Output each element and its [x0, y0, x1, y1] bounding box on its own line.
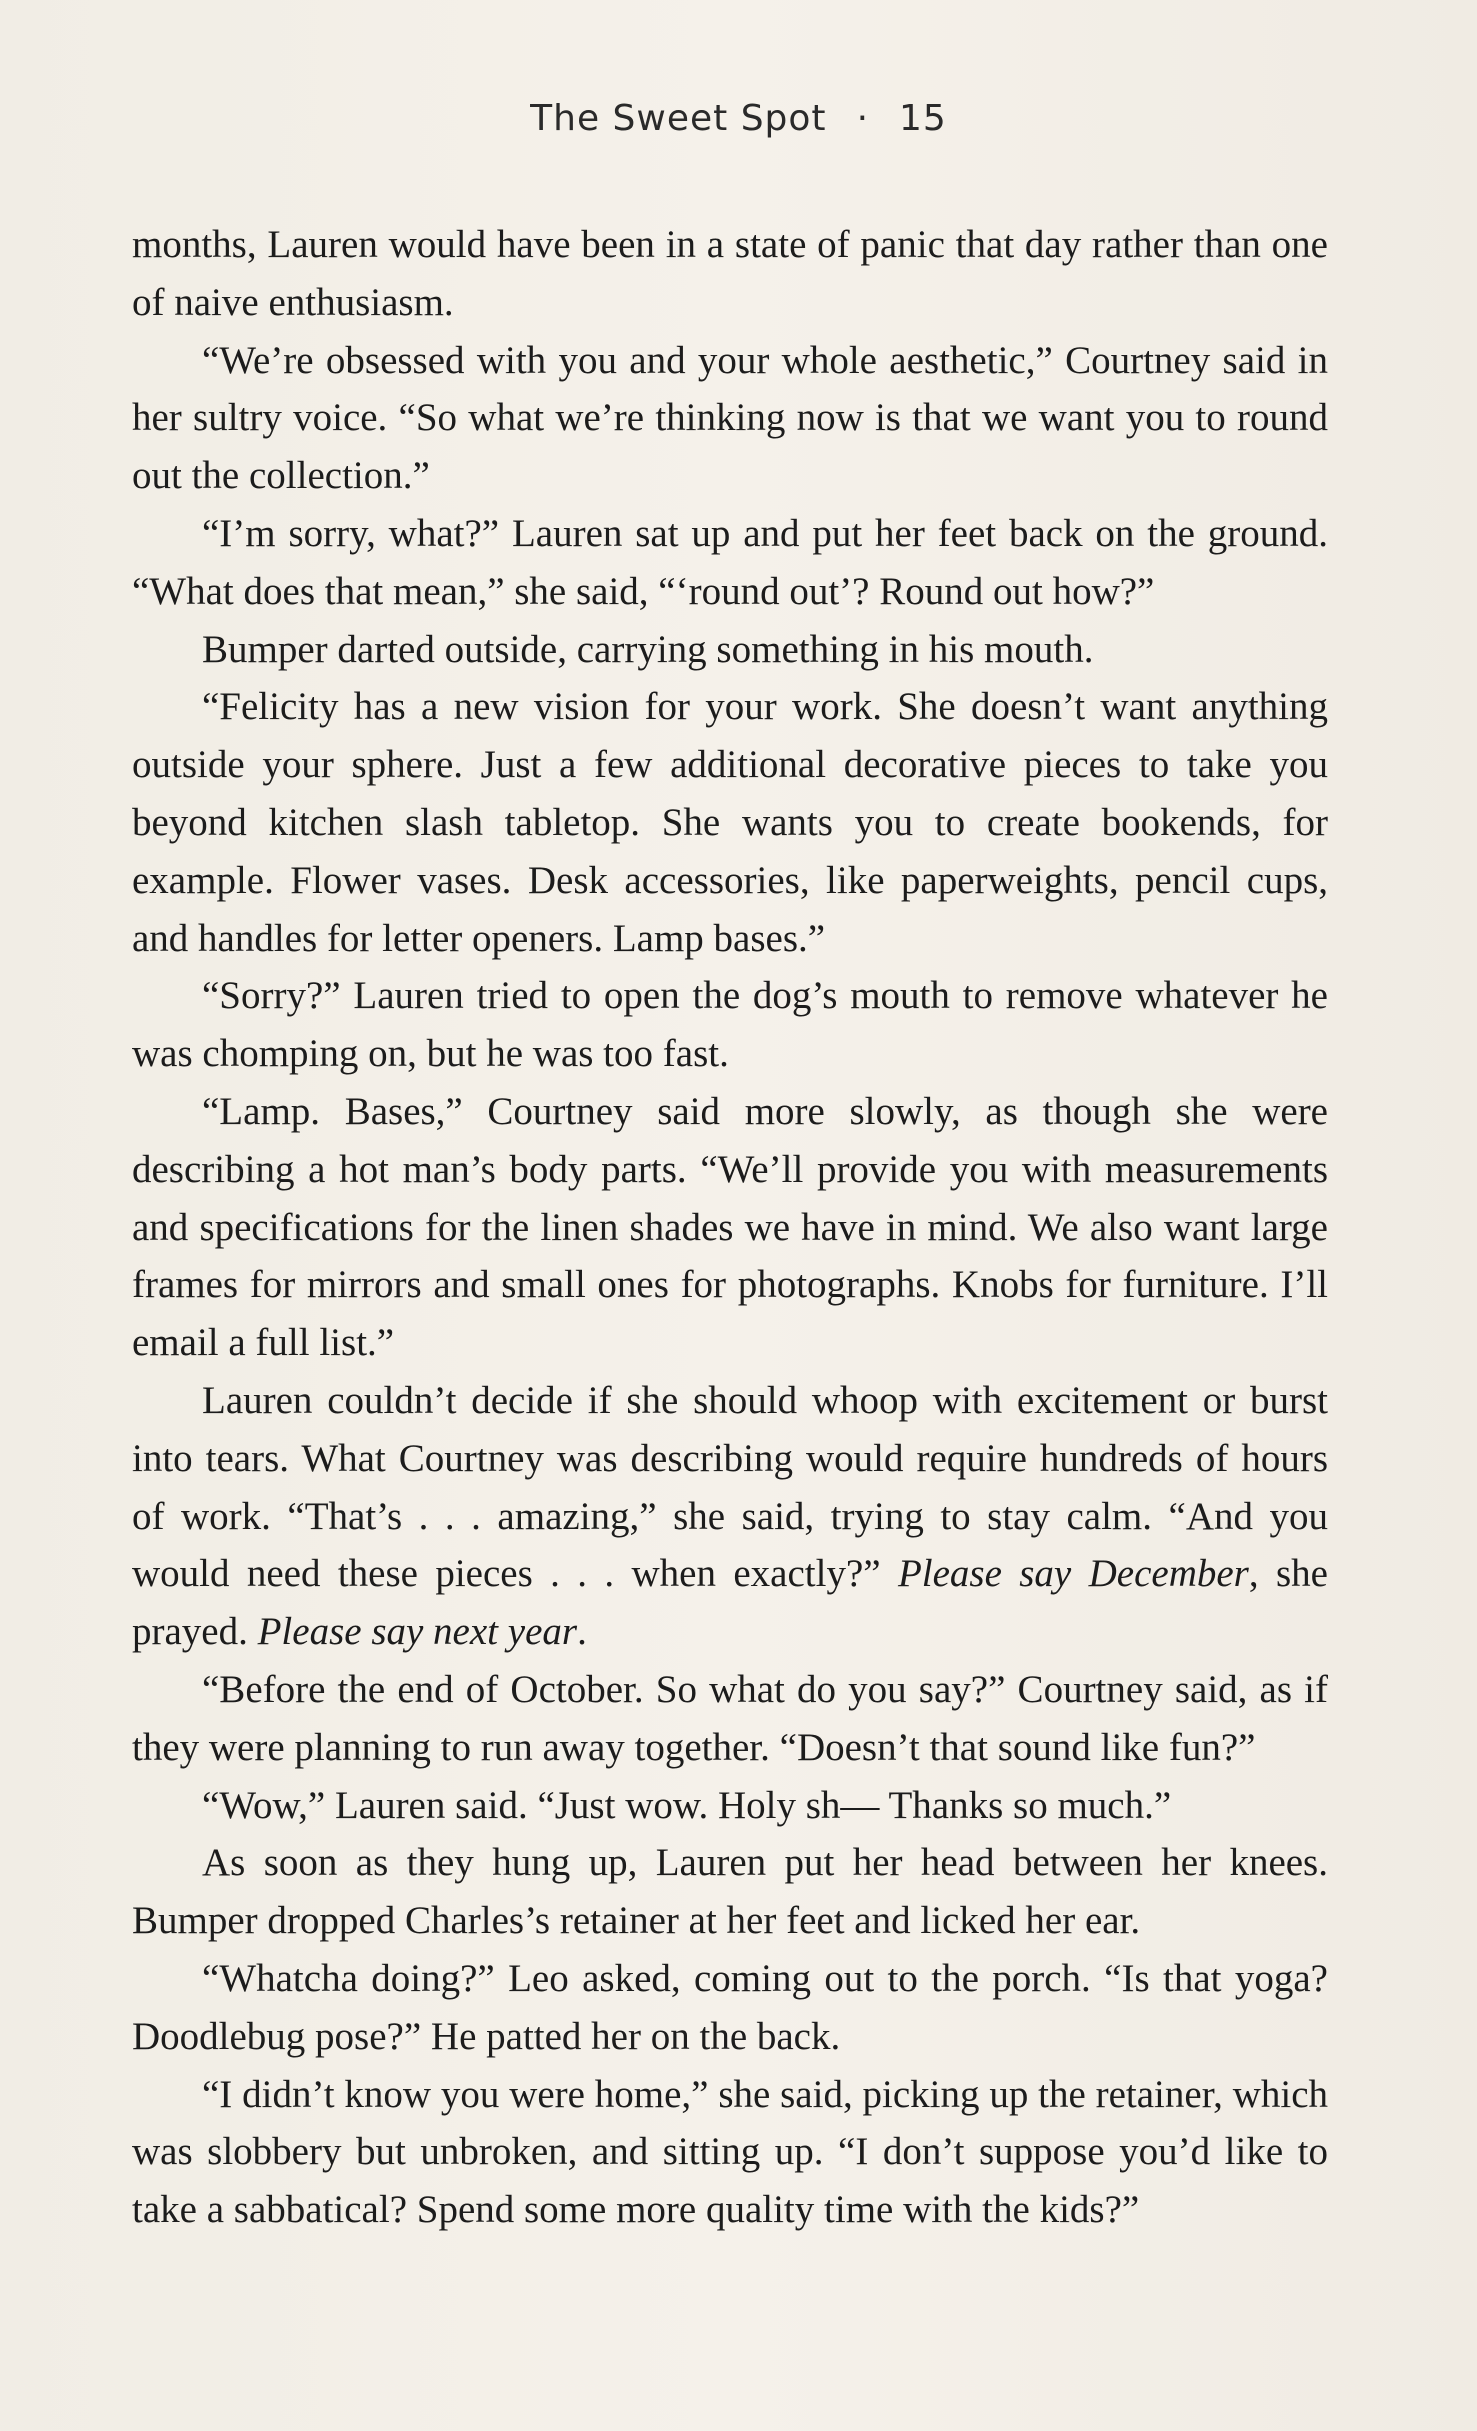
italic-thought: Please say next year — [257, 1610, 578, 1654]
running-head — [0, 98, 1477, 139]
paragraph: As soon as they hung up, Lauren put her head between her knees. Bumper dropped Charles’s retainer at her feet and licked her ear. — [132, 1841, 1328, 1943]
header-separator: · — [856, 98, 870, 139]
paragraph: “We’re obsessed with you and your whole aesthetic,” Courtney said in her sultry voice. “So what we’re thinking now is that we want you to round out the collection.” — [132, 338, 1328, 498]
paragraph: “Whatcha doing?” Leo asked, coming out to the porch. “Is that yoga? Doodlebug pose?” He patted her on the back. — [132, 1956, 1328, 2058]
paragraph: “Felicity has a new vision for your work. She doesn’t want anything outside your sphere. Just a few additional decorative pieces to take you beyond kitchen slash tabletop. She wants you to create bookends, for example. Flower vases. Desk accessories, like paperweights, pencil cups, and handles for letter openers. Lamp bases.” — [132, 685, 1328, 960]
page-number: 15 — [899, 98, 947, 139]
paragraph: “I’m sorry, what?” Lauren sat up and put her feet back on the ground. “What does that mean,” she said, “‘round out’? Round out how?” — [132, 511, 1328, 613]
paragraph: months, Lauren would have been in a state of panic that day rather than one of naive enthusiasm. — [132, 223, 1328, 324]
book-title: The Sweet Spot — [530, 98, 827, 139]
paragraph: Bumper darted outside, carrying something in his mouth. — [202, 627, 1094, 671]
paragraph: Lauren couldn’t decide if she should whoop with excitement or burst into tears. What Courtney was describing would require hundreds of hours of work. “That’s . . . amazing,” she said, trying to stay calm. “And you would need these pieces . . . when exactly?” Please say December, she prayed. Please say next year. — [132, 1378, 1328, 1654]
paragraph: “Lamp. Bases,” Courtney said more slowly, as though she were describing a hot man’s body parts. “We’ll provide you with measurements and specifications for the linen shades we have in mind. We also want large frames for mirrors and small ones for photographs. Knobs for furniture. I’ll email a full list.” — [132, 1089, 1328, 1365]
paragraph: “I didn’t know you were home,” she said, picking up the retainer, which was slobbery but unbroken, and sitting up. “I don’t suppose you’d like to take a sabbatical? Spend some more quality time with the kids?” — [132, 2072, 1328, 2232]
italic-thought: Please say December — [897, 1552, 1249, 1596]
paragraph: “Wow,” Lauren said. “Just wow. Holy sh— Thanks so much.” — [202, 1783, 1172, 1827]
paragraph: “Sorry?” Lauren tried to open the dog’s mouth to remove whatever he was chomping on, but he was too fast. — [132, 974, 1328, 1076]
body-text — [132, 216, 1328, 2239]
paragraph: “Before the end of October. So what do you say?” Courtney said, as if they were planning to run away together. “Doesn’t that sound like fun?” — [132, 1667, 1328, 1769]
